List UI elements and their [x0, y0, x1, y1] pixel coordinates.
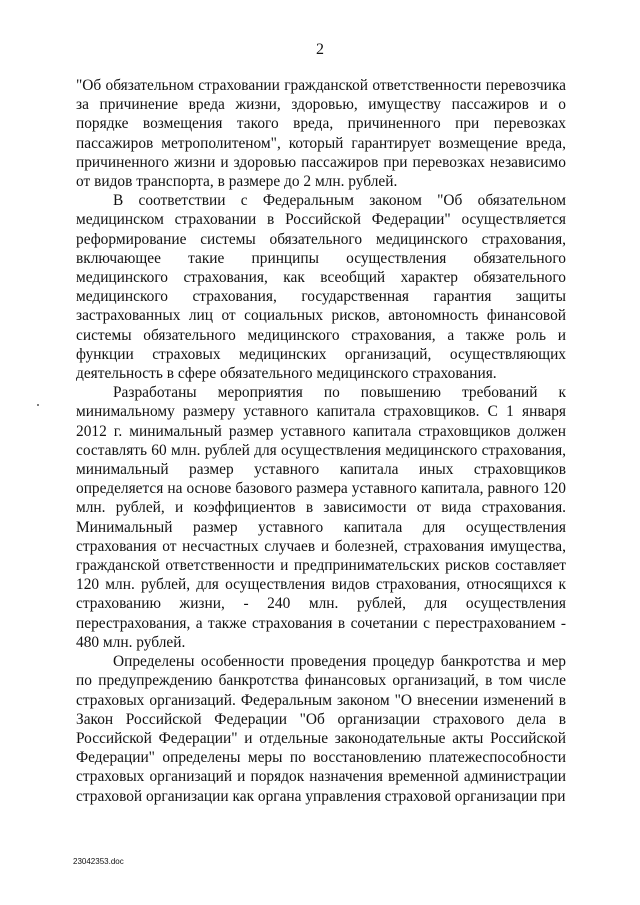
paragraph-capital-requirements: Разработаны мероприятия по повышению требований к минимальному размеру уставного капитала страховщиков. С 1 января 2012 г. минимальный размер уставного капитала страховщиков должен составлять 60 млн. рублей для осуществления медицинского страхования, минимальный размер уставного капитала иных страховщиков определяется на основе базового размера уставного капитала, равного 120 млн. рублей, и коэффициентов в зависимости от вида страхования. Минимальный размер уставного капитала для осуществления страхования от несчастных случаев и болезней, страхования имущества, гражданской ответственности и предпринимательских рисков составляет 120 млн. рублей, для осуществления видов страхования, относящихся к страхованию жизни, - 240 млн. рублей, для осуществления перестрахования, а также страхования в сочетании с перестрахованием - 480 млн. рублей.	[76, 384, 566, 651]
page-number: 2	[316, 41, 324, 58]
scan-mark	[37, 404, 39, 406]
paragraph-bankruptcy: Определены особенности проведения процедур банкротства и мер по предупреждению банкротства финансовых организаций, в том числе страховых организаций. Федеральным законом "О внесении изменений в Закон Российской Федерации "Об организации страхового дела в Российской Федерации" и отдельные законодательные акты Российской Федерации" определены меры по восстановлению платежеспособности страховых организаций и порядок назначения временной администрации страховой организации как органа управления страховой организации при	[76, 653, 566, 805]
footer-filename: 23042353.doc	[73, 857, 124, 866]
document-body	[76, 76, 566, 806]
paragraph-medical-insurance: В соответствии с Федеральным законом "Об обязательном медицинском страховании в Российской Федерации" осуществляется реформирование системы обязательного медицинского страхования, включающее такие принципы осуществления обязательного медицинского страхования, как всеобщий характер обязательного медицинского страхования, государственная гарантия защиты застрахованных лиц от социальных рисков, автономность финансовой системы обязательного медицинского страхования, а также роль и функции страховых медицинских организаций, осуществляющих деятельность в сфере обязательного медицинского страхования.	[76, 192, 566, 383]
paragraph-continuation: "Об обязательном страховании гражданской ответственности перевозчика за причинение вреда жизни, здоровью, имуществу пассажиров и о порядке возмещения такого вреда, причиненного при перевозках пассажиров метрополитеном", который гарантирует возмещение вреда, причиненного жизни и здоровью пассажиров при перевозках независимо от видов транспорта, в размере до 2 млн. рублей.	[76, 77, 566, 191]
